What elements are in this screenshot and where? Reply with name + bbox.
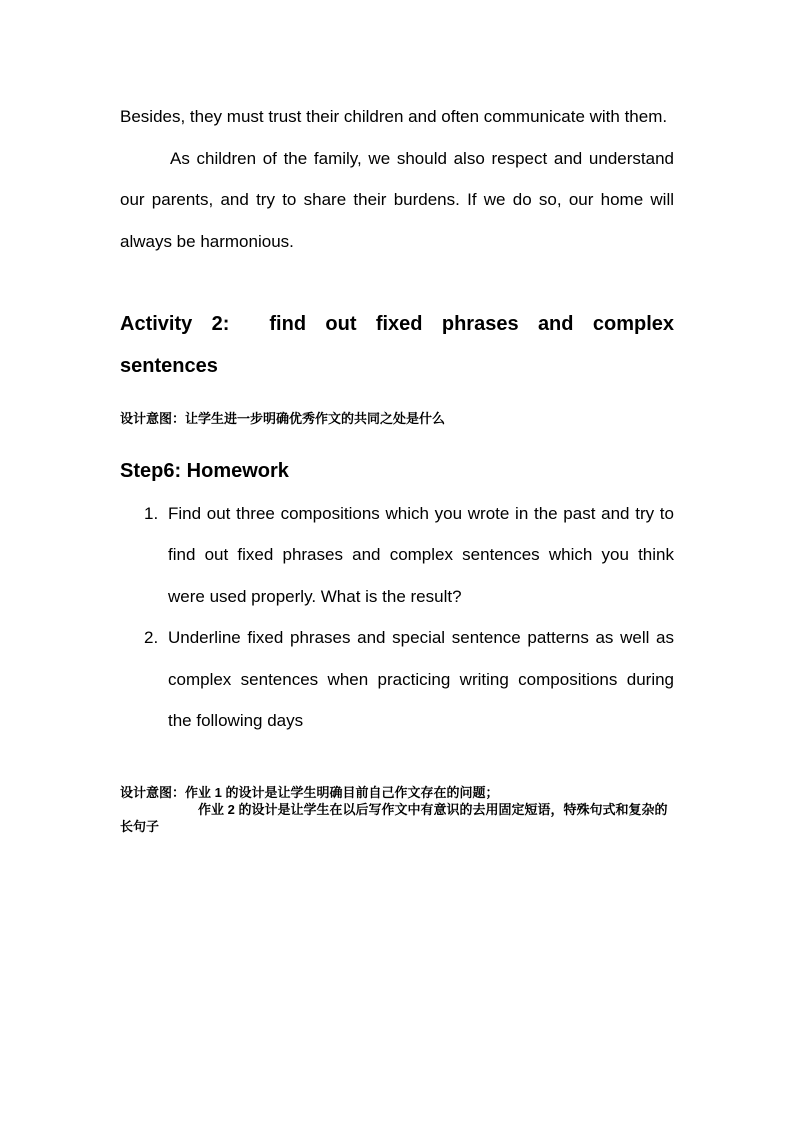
document-page [120, 96, 674, 835]
homework-design-intent [120, 784, 674, 835]
homework-item-1 [120, 493, 674, 618]
homework-list [120, 493, 674, 742]
homework-item-text: Underline fixed phrases and special sentence patterns as well as complex sentences when practicing writing compositions during the following days [168, 628, 674, 730]
design-intent-line-2: 作业 2 的设计是让学生在以后写作文中有意识的去用固定短语，特殊句式和复杂的长句子 [120, 801, 668, 834]
activity-2-heading [120, 304, 674, 387]
homework-item-number: 1. [144, 503, 159, 523]
design-intent-line-1: 设计意图：作业 1 的设计是让学生明确目前自己作文存在的问题； [120, 784, 499, 800]
homework-item-text: Find out three compositions which you wrote in the past and try to find out fixed phrases and complex sentences which you think were used properly. What is the result? [168, 503, 674, 606]
activity-2-title: find out fixed phrases and complex sentences [120, 313, 674, 377]
activity-2-label: Activity 2: [120, 313, 230, 335]
homework-item-2 [120, 617, 674, 742]
homework-item-number: 2. [144, 628, 159, 647]
paragraph-children-respect: As children of the family, we should also respect and understand our parents, and try to share their burdens. If we do so, our home will always be harmonious. [120, 148, 674, 251]
design-intent-note: 设计意图：让学生进一步明确优秀作文的共同之处是什么 [120, 411, 446, 426]
paragraph-parents-trust: Besides, they must trust their children and often communicate with them. [120, 107, 668, 126]
step6-heading: Step6: Homework [120, 460, 289, 482]
